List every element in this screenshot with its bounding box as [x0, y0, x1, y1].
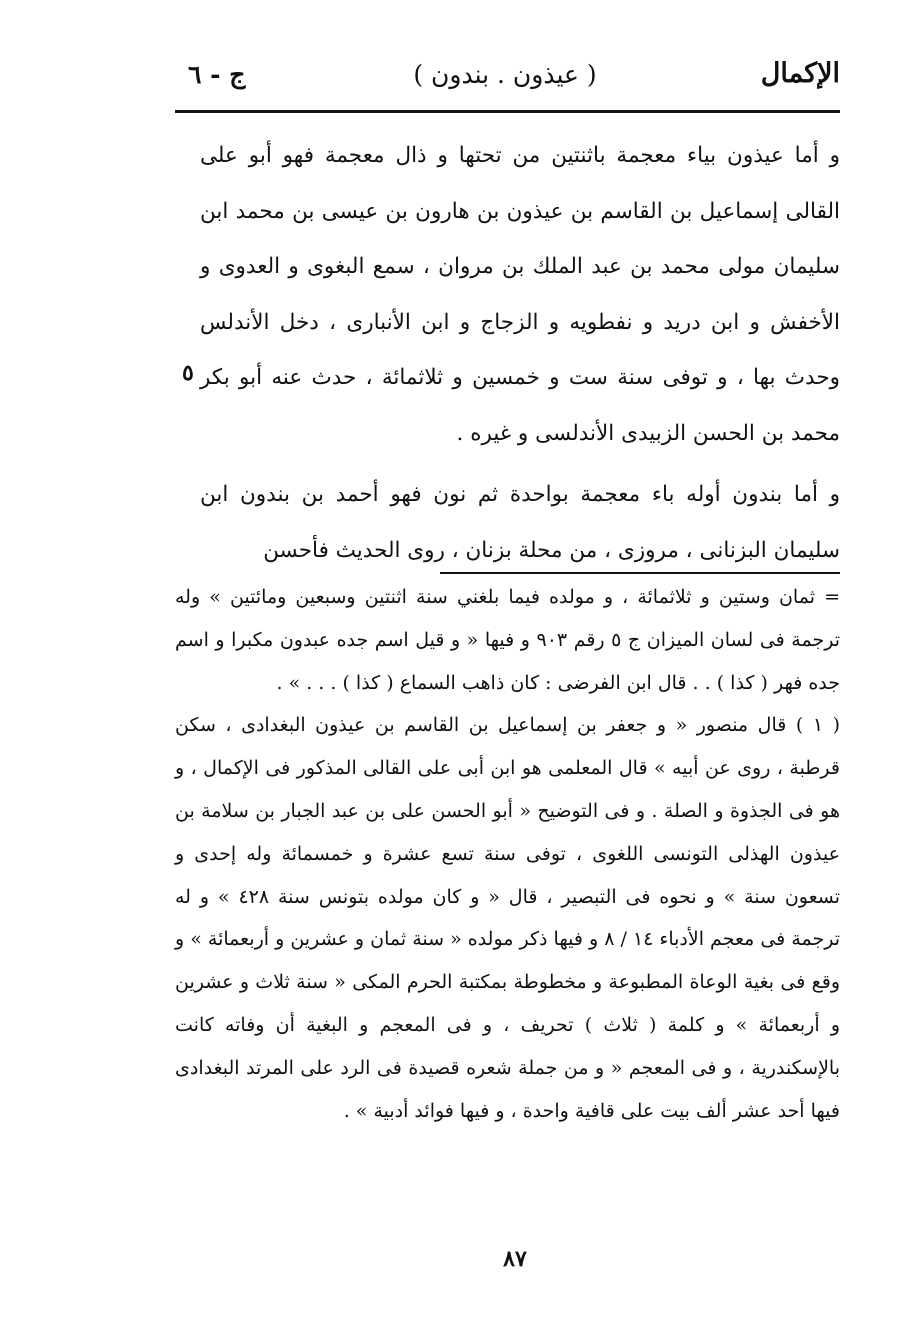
footnote-divider [440, 572, 840, 574]
footnote-paragraph: = ثمان وستين و ثلاثمائة ، و مولده فيما بلغني سنة اثنتين وسبعين ومائتين » وله ترجمة فى لسان الميزان ج ٥ رقم ٩٠٣ و فيها « و قيل اسم جده عبدون مكبرا و اسم جده فهر ( كذا ) . . قال ابن الفرضى : كان ذاهب السماع ( كذا ) . . . » . [175, 586, 840, 694]
footnotes [175, 576, 840, 1132]
footnote-paragraph: ( ١ ) قال منصور « و جعفر بن إسماعيل بن القاسم بن عيذون البغدادى ، سكن قرطبة ، روى عن أبيه » قال المعلمى هو ابن أبى على القالى المذكور فى الإكمال ، و هو فى الجذوة و الصلة . و فى التوضيح « أبو الحسن على بن عبد الجبار بن سلامة بن عيذون الهذلى التونسى اللغوى ، توفى سنة تسع عشرة و خمسمائة وله إحدى و تسعون سنة » و نحوه فى التبصير ، قال « و كان مولده بتونس سنة ٤٢٨ » و له ترجمة فى معجم الأدباء ١٤ / ٨ و فيها ذكر مولده « سنة ثمان و عشرين و أربعمائة » و وقع فى بغية الوعاة المطبوعة و مخطوطة بمكتبة الحرم المكى « سنة ثلاث و عشرين و أربعمائة » و كلمة ( ثلاث ) تحريف ، و فى المعجم و البغية أن وفاته كانت بالإسكندرية ، و فى المعجم « و من جملة شعره قصيدة فى الرد على المرتد البغدادى فيها أحد عشر ألف بيت على قافية واحدة ، و فيها فوائد أدبية » . [175, 714, 841, 1122]
main-text [200, 128, 840, 578]
running-header [170, 58, 840, 106]
book-title: الإكمال [760, 58, 840, 89]
main-paragraph: و أما بندون أوله باء معجمة بواحدة ثم نون فهو أحمد بن بندون ابن سليمان البزنانى ، مروزى ، من محلة بزنان ، روى الحديث فأحسن [200, 482, 840, 563]
page-number: ٨٧ [503, 1246, 527, 1272]
main-paragraph: و أما عيذون بياء معجمة باثنتين من تحتها و ذال معجمة فهو أبو على القالى إسماعيل بن القاسم بن عيذون بن هارون بن عيسى بن محمد ابن سليمان مولى محمد بن عبد الملك بن مروان ، سمع البغوى و العدوى و الأخفش و ابن دريد و نفطويه و الزجاج و ابن الأنبارى ، دخل الأندلس وحدث بها ، و توفى سنة ست و خمسين و ثلاثمائة ، حدث عنه أبو بكر محمد بن الحسن الزبيدى الأندلسى و غيره . [200, 143, 840, 446]
margin-line-number: ٥ [182, 360, 194, 386]
entry-title: ( عيذون . بندون ) [413, 60, 597, 89]
header-divider [175, 110, 840, 113]
volume-label: ج - ٦ [188, 60, 246, 89]
